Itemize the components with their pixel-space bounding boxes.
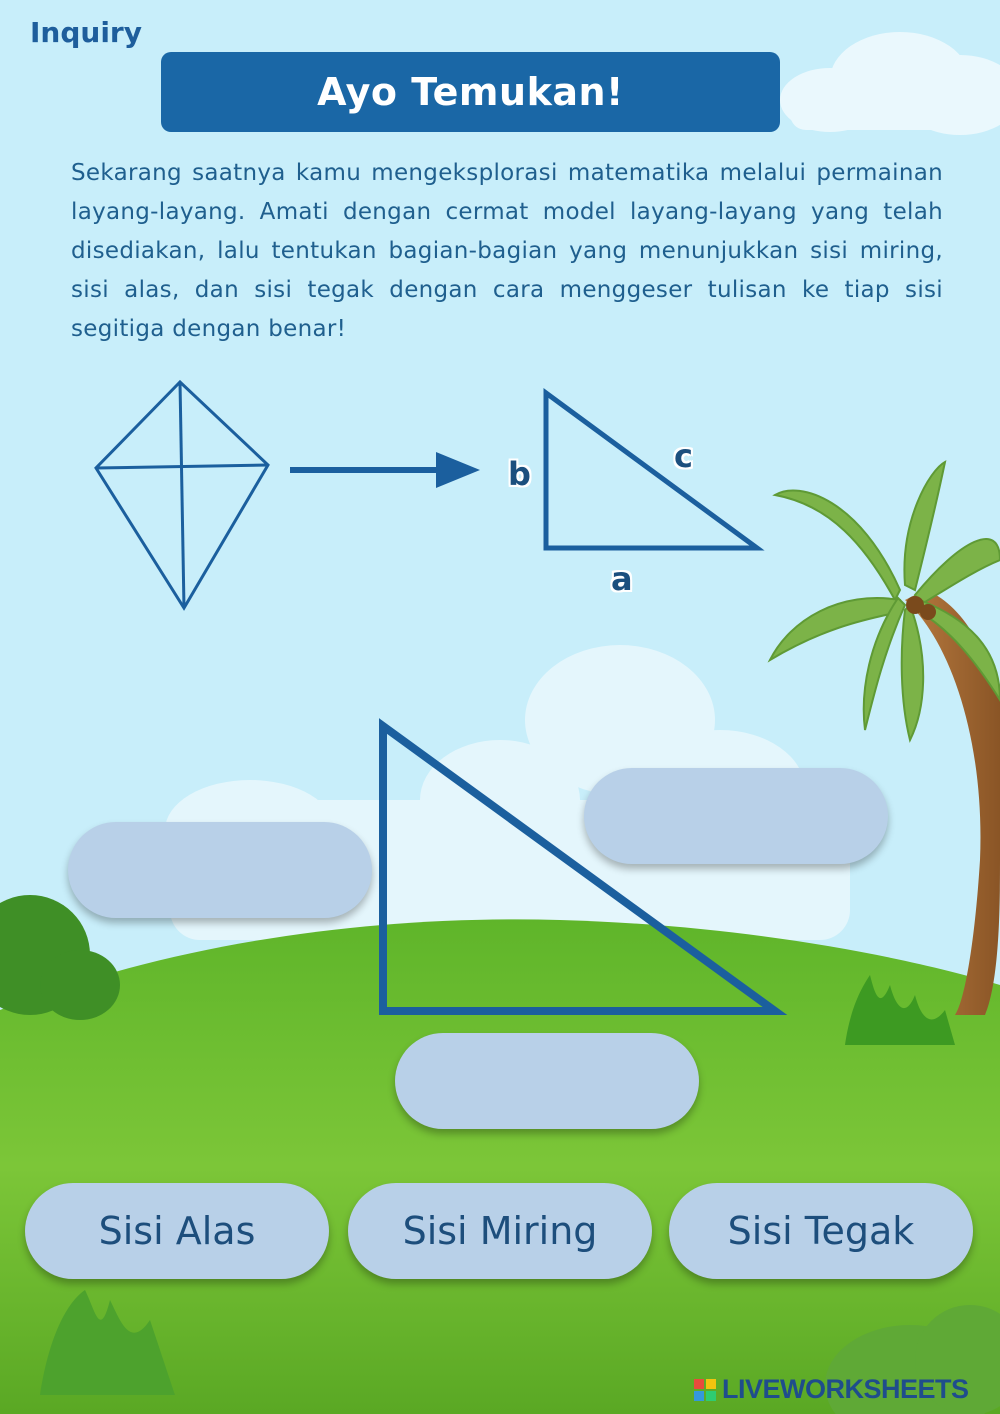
liveworksheets-logo-icon xyxy=(694,1379,716,1401)
answer-chip-sisi-alas[interactable]: Sisi Alas xyxy=(25,1183,329,1279)
answer-chip-sisi-miring[interactable]: Sisi Miring xyxy=(348,1183,652,1279)
arrow-right-icon xyxy=(290,452,480,488)
section-label: Inquiry xyxy=(30,16,142,49)
page-title: Ayo Temukan! xyxy=(317,70,624,114)
label-c: c xyxy=(674,437,693,475)
drop-zone-hypotenuse[interactable] xyxy=(584,768,888,864)
watermark-text: LIVEWORKSHEETS xyxy=(722,1374,969,1404)
kite-icon xyxy=(96,382,268,608)
instructions-text: Sekarang saatnya kamu mengeksplorasi matematika melalui permainan layang-layang. Amati dengan cermat model layang-layang yang telah disediakan, lalu tentukan bagian-bagian yang menunjukkan sisi miring, sisi alas, dan sisi tegak dengan cara menggeser tulisan ke tiap sisi segitiga dengan benar! xyxy=(71,160,943,342)
drop-zone-bottom-side[interactable] xyxy=(395,1033,699,1129)
reference-triangle xyxy=(546,393,757,548)
label-b: b xyxy=(508,455,531,493)
answer-chip-sisi-tegak[interactable]: Sisi Tegak xyxy=(669,1183,973,1279)
drop-zone-left-side[interactable] xyxy=(68,822,372,918)
label-a: a xyxy=(611,560,633,598)
liveworksheets-watermark xyxy=(694,1374,969,1405)
